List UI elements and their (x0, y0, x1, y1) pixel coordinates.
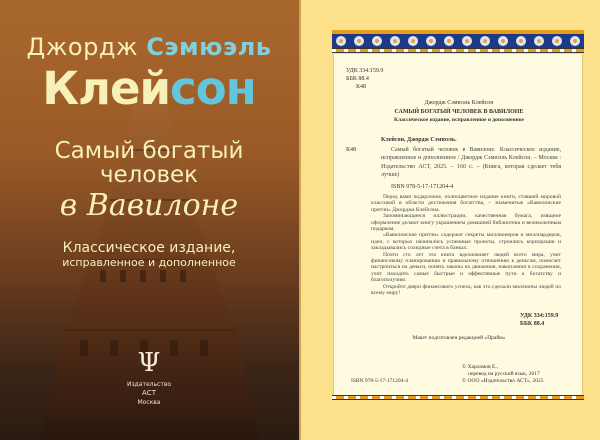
cover-title-line1: Самый богатый (54, 138, 244, 164)
copyright-publisher: © ООО «Издательство АСТ», 2025 (462, 378, 544, 384)
imprint-page (333, 54, 583, 398)
imprint-author: Джордж Сэмюэль Клейсон (424, 100, 494, 106)
isbn: ISBN 978-5-17-171204-4 (391, 184, 454, 190)
cover-author (0, 33, 298, 61)
author-middle-name: Сэмюэль (146, 33, 272, 61)
annotation-paragraph: Почти сто лет эта книга вдохновляет людей всего мира, учит финансовому планированию и правильному отношению к деньгам, помогает настроиться на деньги, понять законы их движения, накопления и сохранения, учит находить самые быстрые и эффективные пути к богатству и благополучию. (371, 251, 561, 284)
ornamental-border-bottom (332, 395, 584, 400)
cover-subtitle-line1: Классическое издание, (62, 240, 236, 256)
daisy-ornament-icon (534, 36, 544, 46)
publisher-name: АСТ (142, 389, 156, 397)
annotation-paragraph: Перед вами подарочное, полноцветное издание книги, ставшей мировой классикой в области достижения богатства, – знаменитые «Вавилонские притчи» Джорджа Клейсона. (371, 194, 561, 213)
cover-subtitle-line2: исправленное и дополненное (62, 256, 236, 269)
daisy-ornament-icon (372, 36, 382, 46)
annotation-paragraph: Откройте двери финансового успеха, как это сделали миллионы людей по всему миру! (371, 283, 561, 297)
copyright-translation: перевод на русский язык, 2017 (468, 371, 540, 377)
daisy-ornament-icon (408, 36, 418, 46)
entry-code: К48 (346, 147, 357, 153)
isbn-bottom: ISBN 978-5-17-171204-4 (351, 378, 408, 384)
surname-part-1: Клей (42, 62, 171, 115)
bibliographic-entry: Самый богатый человек в Вавилоне. Классическое издание, исправленное и дополненное / Джордж Сэмюэль Клейсон. – Москва : Издательство АСТ, 2025. – 160 с. – (Книга, которая сделает тебя лучше) (381, 147, 561, 178)
cover-title-line3: в Вавилоне (59, 188, 239, 223)
daisy-ornament-icon (444, 36, 454, 46)
annotation-paragraph: «Вавилонские притчи» содержат секреты миллионеров и миллиардеров, идеи, с которых начинались успешные проекты, строились корпорации и закладывались солидные счета в банках. (371, 232, 561, 252)
publisher-city: Москва (137, 399, 161, 406)
annotation (371, 194, 561, 297)
imprint-subtitle: Классическое издание, исправленное и дополненное (394, 117, 524, 123)
daisy-ornament-icon (462, 36, 472, 46)
cover-title-line2: человек (99, 162, 199, 188)
daisy-ornament-icon (552, 36, 562, 46)
daisy-ornament-icon (390, 36, 400, 46)
bbk-code: ББК 88.4 (346, 76, 369, 82)
author-first-name: Джордж (26, 33, 139, 61)
daisy-ornament-icon (354, 36, 364, 46)
ornamental-border-top (332, 30, 584, 55)
cover-surname (0, 62, 298, 115)
publisher-logo-icon: Ψ (137, 348, 161, 378)
author-code: К48 (356, 84, 367, 90)
surname-part-2: сон (170, 62, 256, 115)
layout-note: Макет подготовлен редакцией «Прайм» (412, 335, 506, 341)
daisy-ornament-icon (480, 36, 490, 46)
copyright-translator: © Харламов Е., (462, 364, 499, 370)
udk-bottom: УДК 334:159.9 (520, 313, 559, 319)
udk-code: УДК 334:159.9 (346, 68, 384, 74)
daisy-ornament-icon (498, 36, 508, 46)
daisy-ornament-icon (516, 36, 526, 46)
entry-heading: Клейсон, Джордж Сэмюэль. (381, 137, 457, 143)
daisy-ornament-icon (336, 36, 346, 46)
imprint-title: САМЫЙ БОГАТЫЙ ЧЕЛОВЕК В ВАВИЛОНЕ (394, 109, 524, 115)
daisy-ornament-icon (426, 36, 436, 46)
publisher-label: Издательство (126, 381, 172, 388)
annotation-paragraph: Запоминающиеся иллюстрации, качественная бумага, изящное оформление делают книгу украшением домашней библиотеки и великолепным подарком. (371, 213, 561, 233)
daisy-ornament-icon (570, 36, 580, 46)
bbk-bottom: ББК 88.4 (520, 321, 545, 327)
